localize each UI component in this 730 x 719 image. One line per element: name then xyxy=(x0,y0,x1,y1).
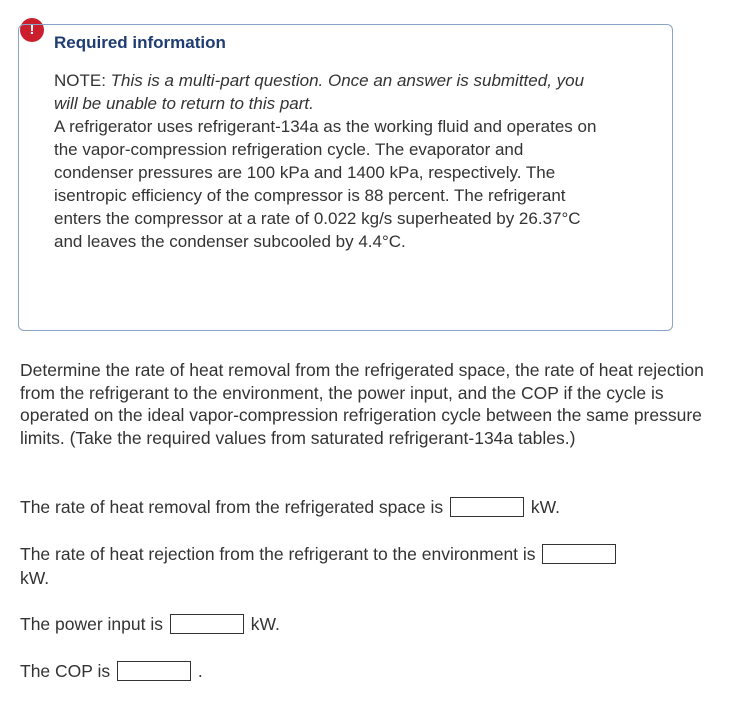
alert-icon: ! xyxy=(20,18,44,42)
cop-answer-row xyxy=(20,659,203,683)
cop-input[interactable] xyxy=(117,661,191,681)
heat-removal-input[interactable] xyxy=(450,497,524,517)
heat-rejection-unit: kW. xyxy=(20,568,50,588)
cop-unit: . xyxy=(197,661,203,681)
cop-prompt: The COP is xyxy=(20,661,111,681)
heat-rejection-prompt: The rate of heat rejection from the refrigerant to the environment is xyxy=(20,544,536,564)
required-information-body xyxy=(54,69,599,253)
heat-removal-answer-row xyxy=(20,495,560,519)
heat-rejection-input[interactable] xyxy=(542,544,616,564)
question-text: Determine the rate of heat removal from the refrigerated space, the rate of heat rejection from the refrigerant to the environment, the power input, and the COP if the cycle is operated on the ideal vapor-compression refrigeration cycle between the same pressure limits. (Take the required values from saturated refrigerant-134a tables.) xyxy=(20,360,704,448)
heat-rejection-answer-row xyxy=(20,542,710,590)
required-information-title: Required information xyxy=(54,33,226,52)
power-input-answer-row xyxy=(20,612,280,636)
power-input-unit: kW. xyxy=(250,614,280,634)
power-input-prompt: The power input is xyxy=(20,614,163,634)
heat-removal-prompt: The rate of heat removal from the refrigerated space is xyxy=(20,497,444,517)
note-label: NOTE: xyxy=(54,71,111,90)
note-text: This is a multi-part question. Once an answer is submitted, you will be unable to return to this part. xyxy=(54,71,585,113)
problem-statement: A refrigerator uses refrigerant-134a as the working fluid and operates on the vapor-compression refrigeration cycle. The evaporator and condenser pressures are 100 kPa and 1400 kPa, respectively. The isentropic efficiency of the compressor is 88 percent. The refrigerant enters the compressor at a rate of 0.022 kg/s superheated by 26.37°C and leaves the condenser subcooled by 4.4°C. xyxy=(54,117,597,251)
power-input-input[interactable] xyxy=(170,614,244,634)
heat-removal-unit: kW. xyxy=(530,497,561,517)
